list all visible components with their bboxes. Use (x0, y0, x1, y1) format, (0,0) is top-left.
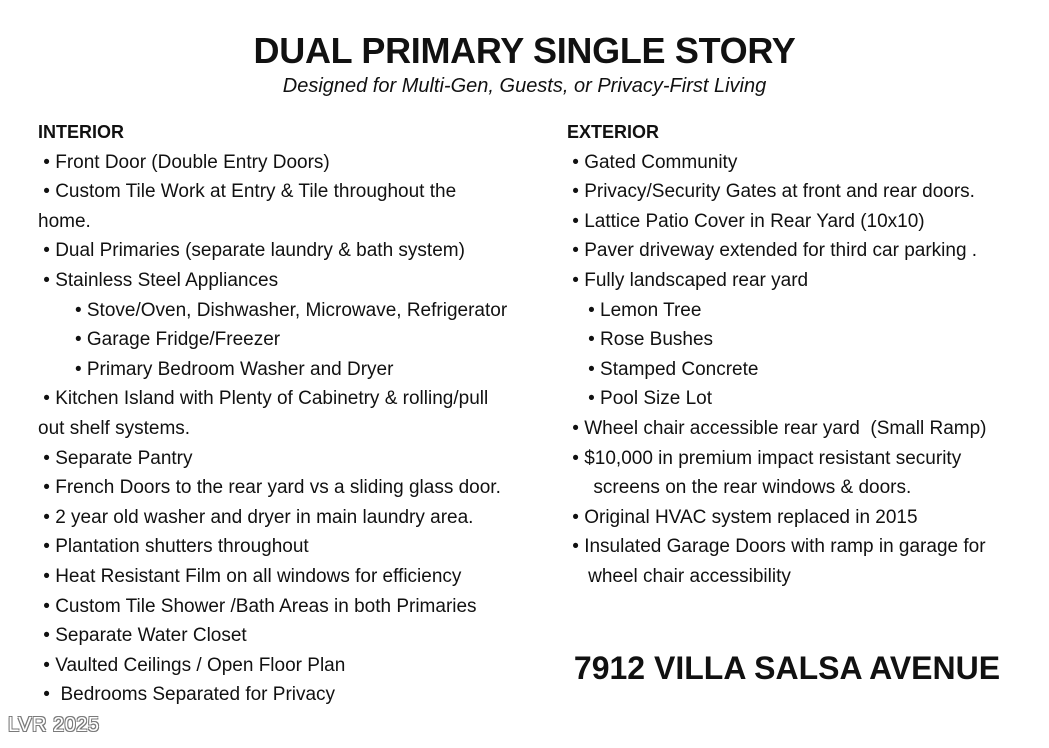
interior-line: • Kitchen Island with Plenty of Cabinetry & rolling/pull (38, 388, 489, 410)
interior-heading: INTERIOR (38, 122, 125, 142)
exterior-heading: EXTERIOR (567, 122, 660, 142)
interior-line: • Primary Bedroom Washer and Dryer (38, 358, 394, 380)
exterior-line: • Stamped Concrete (567, 358, 759, 380)
interior-line: • Vaulted Ceilings / Open Floor Plan (38, 654, 346, 676)
exterior-line: • Rose Bushes (567, 329, 714, 351)
interior-line: • Custom Tile Work at Entry & Tile throughout the (38, 181, 457, 203)
interior-line: • Heat Resistant Film on all windows for efficiency (38, 565, 462, 587)
interior-line: • Stainless Steel Appliances (38, 269, 279, 291)
interior-line: • Plantation shutters throughout (38, 536, 309, 558)
interior-line: • Front Door (Double Entry Doors) (38, 151, 330, 173)
exterior-line: • Lattice Patio Cover in Rear Yard (10x10) (567, 210, 925, 232)
exterior-line: screens on the rear windows & doors. (567, 477, 912, 499)
exterior-line: • $10,000 in premium impact resistant security (567, 447, 962, 469)
page-subtitle: Designed for Multi-Gen, Guests, or Privacy-First Living (282, 75, 767, 97)
interior-line: home. (38, 210, 91, 232)
exterior-line: • Original HVAC system replaced in 2015 (567, 506, 918, 528)
exterior-line: • Fully landscaped rear yard (567, 269, 809, 291)
interior-line: • Dual Primaries (separate laundry & bath system) (38, 240, 465, 262)
exterior-line: • Paver driveway extended for third car parking . (567, 240, 978, 262)
interior-line: • Separate Pantry (38, 447, 193, 469)
interior-line: • 2 year old washer and dryer in main laundry area. (38, 506, 474, 528)
interior-line: • French Doors to the rear yard vs a sliding glass door. (38, 477, 501, 499)
interior-line: • Bedrooms Separated for Privacy (38, 684, 336, 706)
exterior-line: wheel chair accessibility (567, 565, 791, 587)
exterior-line: • Pool Size Lot (567, 388, 713, 410)
interior-line: • Stove/Oven, Dishwasher, Microwave, Refrigerator (38, 299, 508, 321)
exterior-line: • Insulated Garage Doors with ramp in garage for (567, 536, 986, 558)
exterior-section (567, 118, 1037, 592)
interior-line: • Separate Water Closet (38, 625, 247, 647)
exterior-line: • Gated Community (567, 151, 738, 173)
interior-line: • Garage Fridge/Freezer (38, 329, 281, 351)
interior-line: out shelf systems. (38, 417, 191, 439)
property-address: 7912 VILLA SALSA AVENUE (573, 650, 1001, 686)
mls-watermark: LVR 2025 (8, 714, 100, 736)
exterior-line: • Lemon Tree (567, 299, 702, 321)
page-title: DUAL PRIMARY SINGLE STORY (253, 30, 796, 71)
exterior-line: • Privacy/Security Gates at front and rear doors. (567, 181, 975, 203)
interior-line: • Custom Tile Shower /Bath Areas in both Primaries (38, 595, 477, 617)
exterior-line: • Wheel chair accessible rear yard (Small Ramp) (567, 417, 987, 439)
interior-section (38, 118, 538, 710)
